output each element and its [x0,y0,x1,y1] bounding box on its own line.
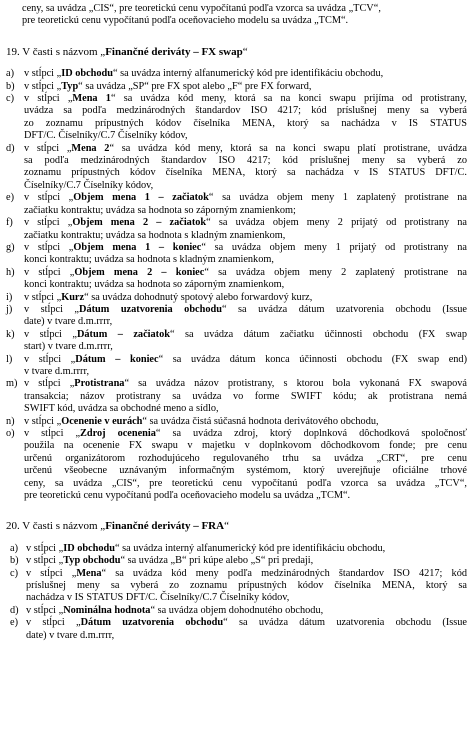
list-item [6,416,467,428]
text-line: SWIFT kód, uvádza sa obchodné meno a sídlo, [24,403,219,415]
list-item [6,217,467,242]
list-item-text [24,304,467,329]
list-item [6,428,467,502]
text-line: transakcia; názov protistrany sa uvádza vo forme SWIFT kódu; ak protistrana nemá [24,390,467,402]
column-name: Typ [61,80,79,92]
column-name: Ocenenie v eurách [61,415,143,427]
list-item-label: a) [10,542,18,554]
list-item-text [24,68,467,80]
text-line: date) v tvare d.m.rrrr, [24,316,113,328]
list-item-label: e) [6,192,14,204]
text-line: ceny, sa uvádza „CIS“, pre teoretickú cenu vypočítanú podľa vzorca sa uvádza „TCV“, [24,477,467,489]
list-item-label: b) [6,80,15,92]
list-item-text [24,378,467,415]
text-line: príslušnej meny sa vyberá zo zoznamu prípustných kódov číselníka MENA, ktorý sa [26,580,467,592]
intro-line: pre teoretickú cenu vypočítanú podľa oceňovacieho modelu sa uvádza „TCM“. [22,15,349,27]
text-line: v stĺpci „Dátum – začiatok“ sa uvádza dátum začiatku účinnosti obchodu (FX swap [24,328,467,340]
list-item [6,568,467,605]
list-item-label: a) [6,68,14,80]
column-name: ID obchodu [61,68,113,80]
list-item-text [26,617,467,642]
column-name: Protistrana [74,378,125,390]
text-line: v stĺpci „Protistrana“ sa uvádza názov protistrany, s ktorou bola vykonaná FX swapová [24,378,467,390]
list-item-text [24,267,467,292]
list-item-text [26,605,467,617]
text-line: v stĺpci „ID obchodu“ sa uvádza interný alfanumerický kód pre identifikáciu obchodu, [24,68,384,80]
text-line: v stĺpci „Typ“ sa uvádza „SP“ pre FX spot alebo „F“ pre FX forward, [24,80,312,92]
text-line: date) v tvare d.m.rrrr, [26,629,115,641]
heading-title: Finančné deriváty – FX swap [105,45,243,58]
text-line: v stĺpci „Objem mena 2 – koniec“ sa uvádza objem meny 2 zaplatený protistrane na [24,266,467,278]
list-item-label: d) [10,604,19,616]
list-item-label: g) [6,241,15,253]
list-item [6,242,467,267]
column-name: Mena [76,567,102,579]
list-item-label: o) [6,428,15,439]
text-line: zo zoznamu prípustných kódov číselníka MENA, ktorý sa nachádza v IS STATUS [24,117,467,129]
heading-suffix: “ [224,520,229,533]
list-item-label: m) [6,378,18,390]
text-line: v tvare d.m.rrrr, [24,365,90,377]
list-item-label: b) [10,555,19,567]
column-name: Typ obchodu [63,555,121,567]
text-line: začiatku kontraktu; uvádza sa hodnota s kladným znamienkom, [24,229,286,241]
text-line: zoznamu prípustných kódov číselníka MENA, ktorý sa nachádza v IS STATUS DFT/C. [24,167,467,179]
list-item-text [24,93,467,143]
list-item [6,605,467,617]
section-19-list [6,68,467,502]
list-item-label: e) [10,617,18,629]
column-name: Objem mena 1 – koniec [73,241,202,253]
column-name: Nominálna hodnota [63,604,151,616]
list-item [6,329,467,354]
list-item-text [24,329,467,354]
list-item-label: l) [6,353,13,365]
column-name: Objem mena 2 – začiatok [72,217,207,229]
column-name: Mena 1 [72,93,111,105]
list-item-text [26,543,467,555]
list-item-label: j) [6,303,13,315]
list-item [6,292,467,304]
list-item [6,192,467,217]
list-item-text [24,143,467,193]
text-line: v stĺpci „Mena“ sa uvádza kód meny podľa medzinárodných štandardov ISO 4217; kód [26,567,467,579]
column-name: Zdroj ocenenia [80,428,156,439]
list-item [6,93,467,143]
text-line: v stĺpci „Nominálna hodnota“ sa uvádza objem dohodnutého obchodu, [26,604,324,616]
text-line: pre teoretickú cenu vypočítanú podľa oceňovacieho modelu sa uvádza „TCM“. [24,490,351,502]
text-line: v stĺpci „Dátum – koniec“ sa uvádza dátum konca účinnosti obchodu (FX swap end) [24,353,468,365]
column-name: Objem mena 1 – začiatok [73,192,209,204]
list-item-text [24,416,467,428]
column-name: Dátum – začiatok [76,328,170,340]
text-line: v stĺpci „Dátum uzatvorenia obchodu“ sa uvádza dátum uzatvorenia obchodu (Issue [26,617,467,629]
text-line: v stĺpci „Objem mena 1 – koniec“ sa uvádza objem meny 1 prijatý od protistrany na [24,241,467,253]
heading-prefix: 20. V časti s názvom „ [6,520,106,533]
list-item-label: i) [6,291,13,303]
list-item [6,378,467,415]
intro-line: ceny, sa uvádza „CIS“, pre teoretickú cenu vypočítanú podľa vzorca sa uvádza „TCV“, [22,3,381,14]
text-line: v stĺpci „Ocenenie v eurách“ sa uvádza čistá súčasná hodnota derivátového obchodu, [24,415,379,427]
text-line: v stĺpci „Objem mena 1 – začiatok“ sa uvádza objem meny 1 zaplatený protistrane na [24,192,468,204]
column-name: Dátum – koniec [75,353,159,365]
list-item-text [24,428,467,502]
list-item-label: f) [6,217,13,229]
text-line: nachádza v IS STATUS DFT/C. Číselníky/C.7 Číselníky kódov, [26,592,290,604]
column-name: ID obchodu [63,542,115,554]
column-name: Mena 2 [71,142,110,154]
heading-title: Finančné deriváty – FRA [105,520,225,533]
column-name: Kurz [61,291,85,303]
text-line: v stĺpci „Typ obchodu“ sa uvádza „B“ pri kúpe alebo „S“ pri predaji, [26,555,314,567]
text-line: start) v tvare d.m.rrrr, [24,341,113,353]
list-item-text [24,217,467,242]
list-item [6,68,467,80]
text-line: v stĺpci „Mena 2“ sa uvádza kód meny, ktorá sa na konci swapu platí protistrane, uvádza [24,142,467,154]
text-line: v stĺpci „Mena 1“ sa uvádza kód meny, ktorá sa na konci swapu prijíma od protistrany, [24,93,467,105]
list-item-label: c) [6,93,14,105]
list-item-label: k) [6,328,15,340]
text-line: uvádza sa podľa medzinárodných štandardov ISO 4217; kód príslušnej meny sa vyberá [24,105,467,117]
list-item-text [24,242,467,267]
text-line: v stĺpci „Dátum uzatvorenia obchodu“ sa uvádza dátum uzatvorenia obchodu (Issue [24,303,467,315]
list-item [6,267,467,292]
text-line: DFT/C. Číselníky/C.7 Číselníky kódov, [24,130,188,142]
list-item-text [26,555,467,567]
list-item [6,81,467,93]
column-name: Dátum uzatvorenia obchodu [80,617,224,629]
section-20-list [6,543,467,642]
list-item-text [24,354,467,379]
heading-suffix: “ [242,45,248,58]
section-heading-19 [6,46,467,58]
list-item [6,555,467,567]
list-item-label: h) [6,266,15,278]
list-item-text [26,568,467,605]
text-line: určenú organizátorom rozhodujúceho regulovaného trhu sa uvádza „CRT“, pre cenu [24,452,467,464]
text-line: Číselníky/C.7 Číselníky kódov, [24,179,154,191]
list-item [6,543,467,555]
list-item [6,354,467,379]
heading-prefix: 19. V časti s názvom „ [6,45,106,58]
text-line: konci kontraktu; uvádza sa hodnota s kladným znamienkom, [24,254,274,266]
list-item-label: d) [6,142,15,154]
column-name: Dátum uzatvorenia obchodu [79,303,222,315]
text-line: v stĺpci „ID obchodu“ sa uvádza interný alfanumerický kód pre identifikáciu obchodu, [26,542,386,554]
text-line: v stĺpci „Zdroj ocenenia“ sa uvádza zdroj, ktorý doplnková dôchodková spoločnosť [24,428,467,439]
list-item-text [24,192,467,217]
section-heading-20 [6,520,467,532]
text-line: v stĺpci „Objem mena 2 – začiatok“ sa uvádza objem meny 2 prijatý od protistrany na [24,217,467,229]
list-item [6,617,467,642]
list-item-label: n) [6,415,15,427]
text-line: v stĺpci „Kurz“ sa uvádza dohodnutý spotový alebo forwardový kurz, [24,291,313,303]
list-item-text [24,81,467,93]
list-item-label: c) [10,567,18,579]
text-line: použila na ocenenie FX swapu v majetku v doplnkovom dôchodkovom fonde; pre cenu [24,440,467,452]
list-item-text [24,292,467,304]
column-name: Objem mena 2 – koniec [74,266,205,278]
list-item [6,304,467,329]
text-line: sa podľa medzinárodných štandardov ISO 4217; kód príslušnej meny sa vyberá zo [24,155,467,167]
text-line: začiatku kontraktu; uvádza sa hodnota so záporným znamienkom; [24,204,296,216]
list-item [6,143,467,193]
text-line: konci kontraktu; uvádza sa hodnota so záporným znamienkom, [24,279,285,291]
intro-paragraph [6,3,467,28]
text-line: určenú všeobecne uznávaným informačným systémom, ktorý uverejňuje oficiálne trhové [24,465,467,477]
